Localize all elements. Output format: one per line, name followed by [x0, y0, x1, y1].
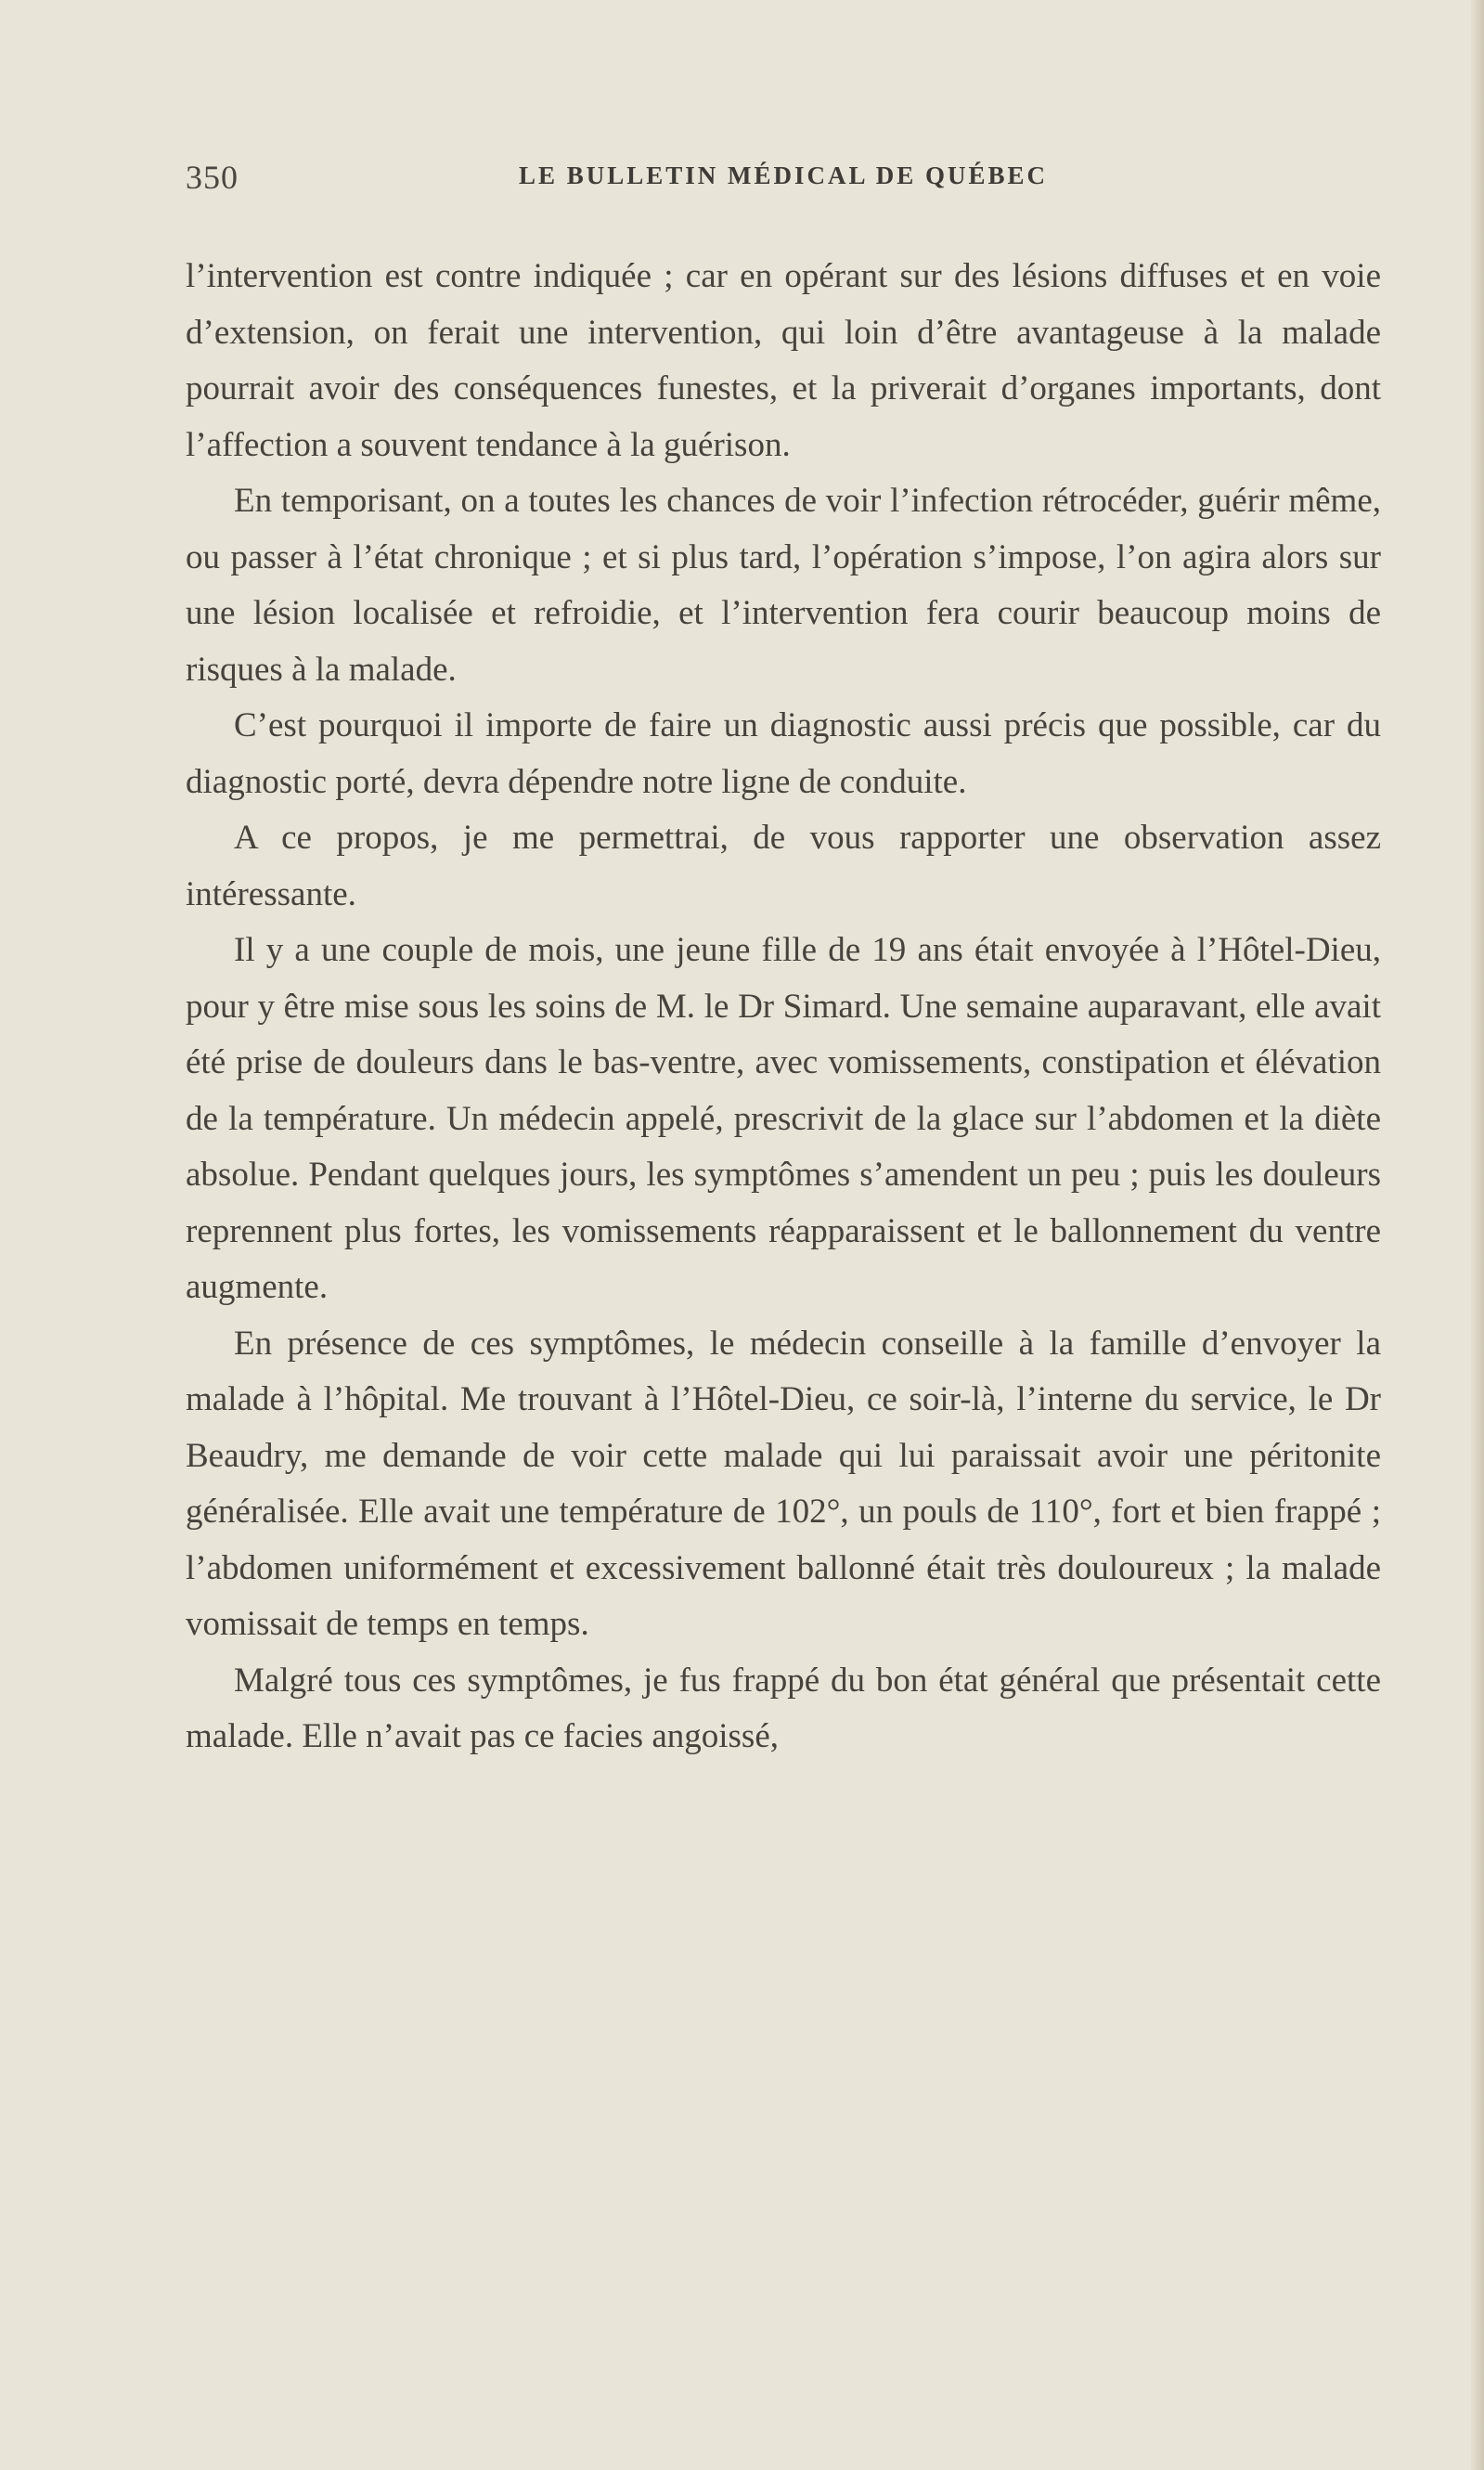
page-number: 350: [186, 159, 239, 196]
paragraph-2: En temporisant, on a toutes les chances de voir l’infection rétrocéder, guérir même, ou passer à l’état chronique ; et si plus tard, l’opération s’impose, l’on agira alors sur une lésion localisée et refroidie, et l’intervention fera courir beaucoup moins de risques à la malade.: [186, 482, 1381, 689]
page-edge: [1471, 0, 1484, 2470]
paragraph-7: Malgré tous ces symptômes, je fus frappé du bon état général que présentait cette malade. Elle n’avait pas ce facies angoissé,: [186, 1661, 1381, 1755]
paragraph-4: A ce propos, je me permettrai, de vous rapporter une observation assez intéressante.: [186, 819, 1381, 913]
page-header: [186, 158, 1381, 204]
paragraph-1: l’intervention est contre indiquée ; car en opérant sur des lésions diffuses et en voie d’extension, on ferait une intervention, qui loin d’être avantageuse à la malade pourrait avoir des conséquences funestes, et la priverait d’organes importants, dont l’affection a souvent tendance à la guérison.: [186, 257, 1381, 464]
body-text: [186, 249, 1381, 1765]
paragraph-3: C’est pourquoi il importe de faire un diagnostic aussi précis que possible, car du diagnostic porté, devra dépendre notre ligne de conduite.: [186, 706, 1381, 801]
running-title: LE BULLETIN MÉDICAL DE QUÉBEC: [518, 162, 1049, 189]
paragraph-6: En présence de ces symptômes, le médecin conseille à la famille d’envoyer la malade à l’hôpital. Me trouvant à l’Hôtel-Dieu, ce soir-là, l’interne du service, le Dr Beaudry, me demande de voir cette malade qui lui paraissait avoir une péritonite généralisée. Elle avait une température de 102°, un pouls de 110°, fort et bien frappé ; l’abdomen uniformément et excessivement ballonné était très douloureux ; la malade vomissait de temps en temps.: [186, 1324, 1381, 1643]
paragraph-5: Il y a une couple de mois, une jeune fille de 19 ans était envoyée à l’Hôtel-Dieu, pour y être mise sous les soins de M. le Dr Simard. Une semaine auparavant, elle avait été prise de douleurs dans le bas-ventre, avec vomissements, constipation et élévation de la température. Un médecin appelé, prescrivit de la glace sur l’abdomen et la diète absolue. Pendant quelques jours, les symptômes s’amendent un peu ; puis les douleurs reprennent plus fortes, les vomissements réapparaissent et le ballonnement du ventre augmente.: [186, 931, 1381, 1306]
